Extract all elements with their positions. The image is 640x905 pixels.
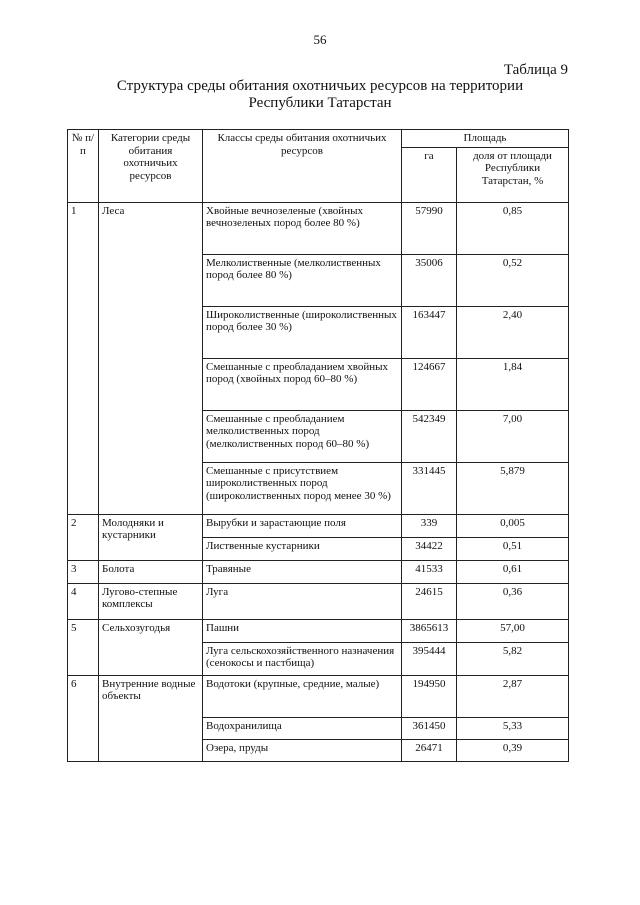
row-class: Мелколиственные (мелколиственных пород более 80 %): [203, 254, 402, 306]
row-area-ha: 194950: [402, 675, 457, 717]
row-number: 4: [68, 583, 99, 619]
row-area-share: 0,005: [457, 514, 569, 537]
header-category: Категории среды обитания охотничьих ресурсов: [99, 130, 203, 203]
header-classes: Классы среды обитания охотничьих ресурсов: [203, 130, 402, 203]
row-area-ha: 34422: [402, 537, 457, 560]
row-class: Травяные: [203, 560, 402, 583]
row-category: Болота: [99, 560, 203, 583]
row-area-ha: 124667: [402, 358, 457, 410]
row-area-ha: 542349: [402, 410, 457, 462]
habitat-table: [67, 129, 569, 762]
row-area-ha: 57990: [402, 202, 457, 254]
row-number: 2: [68, 514, 99, 560]
row-area-share: 0,36: [457, 583, 569, 619]
table-title: [70, 78, 570, 112]
row-area-ha: 361450: [402, 717, 457, 739]
row-class: Водохранилища: [203, 717, 402, 739]
row-number: 1: [68, 202, 99, 514]
header-share: доля от площади Республики Татарстан, %: [457, 147, 569, 202]
row-class: Смешанные с преобладанием хвойных пород (хвойных пород 60–80 %): [203, 358, 402, 410]
row-area-share: 0,51: [457, 537, 569, 560]
row-category: Молодняки и кустарники: [99, 514, 203, 560]
row-area-share: 7,00: [457, 410, 569, 462]
header-area: Площадь: [402, 130, 569, 148]
row-area-share: 5,879: [457, 462, 569, 514]
row-area-share: 57,00: [457, 619, 569, 642]
row-class: Вырубки и зарастающие поля: [203, 514, 402, 537]
row-area-ha: 26471: [402, 739, 457, 761]
row-area-ha: 339: [402, 514, 457, 537]
row-area-share: 5,33: [457, 717, 569, 739]
row-area-ha: 163447: [402, 306, 457, 358]
row-category: Внутренние водные объекты: [99, 675, 203, 761]
row-class: Озера, пруды: [203, 739, 402, 761]
row-class: Широколиственные (широколиственных пород более 30 %): [203, 306, 402, 358]
row-class: Луга сельскохозяйственного назначения (сенокосы и пастбища): [203, 642, 402, 675]
row-class: Водотоки (крупные, средние, малые): [203, 675, 402, 717]
row-area-ha: 395444: [402, 642, 457, 675]
row-area-ha: 24615: [402, 583, 457, 619]
row-area-share: 1,84: [457, 358, 569, 410]
row-number: 5: [68, 619, 99, 675]
row-area-ha: 35006: [402, 254, 457, 306]
row-category: Лугово-степные комплексы: [99, 583, 203, 619]
row-number: 6: [68, 675, 99, 761]
row-area-share: 5,82: [457, 642, 569, 675]
table-row: [68, 202, 569, 254]
row-area-ha: 41533: [402, 560, 457, 583]
title-line-1: Структура среды обитания охотничьих ресурсов на территории: [116, 78, 524, 94]
row-area-ha: 331445: [402, 462, 457, 514]
table-row: [68, 583, 569, 619]
table-row: [68, 514, 569, 537]
table-row: [68, 675, 569, 717]
row-class: Смешанные с присутствием широколиственных пород (широколиственных пород менее 30 %): [203, 462, 402, 514]
row-class: Пашни: [203, 619, 402, 642]
row-category: Леса: [99, 202, 203, 514]
row-area-ha: 3865613: [402, 619, 457, 642]
row-class: Луга: [203, 583, 402, 619]
table-row: [68, 619, 569, 642]
row-number: 3: [68, 560, 99, 583]
page-number: 56: [313, 32, 327, 47]
row-area-share: 0,61: [457, 560, 569, 583]
table-row: [68, 560, 569, 583]
header-ha: га: [402, 147, 457, 202]
title-line-2: Республики Татарстан: [248, 95, 392, 111]
row-area-share: 0,39: [457, 739, 569, 761]
table-label: Таблица 9: [503, 62, 568, 78]
row-area-share: 0,85: [457, 202, 569, 254]
row-class: Смешанные с преобладанием мелколиственных пород (мелколиственных пород 60–80 %): [203, 410, 402, 462]
row-class: Лиственные кустарники: [203, 537, 402, 560]
row-area-share: 2,87: [457, 675, 569, 717]
row-category: Сельхозугодья: [99, 619, 203, 675]
header-num: № п/п: [68, 130, 99, 203]
row-area-share: 0,52: [457, 254, 569, 306]
row-area-share: 2,40: [457, 306, 569, 358]
row-class: Хвойные вечнозеленые (хвойных вечнозеленых пород более 80 %): [203, 202, 402, 254]
